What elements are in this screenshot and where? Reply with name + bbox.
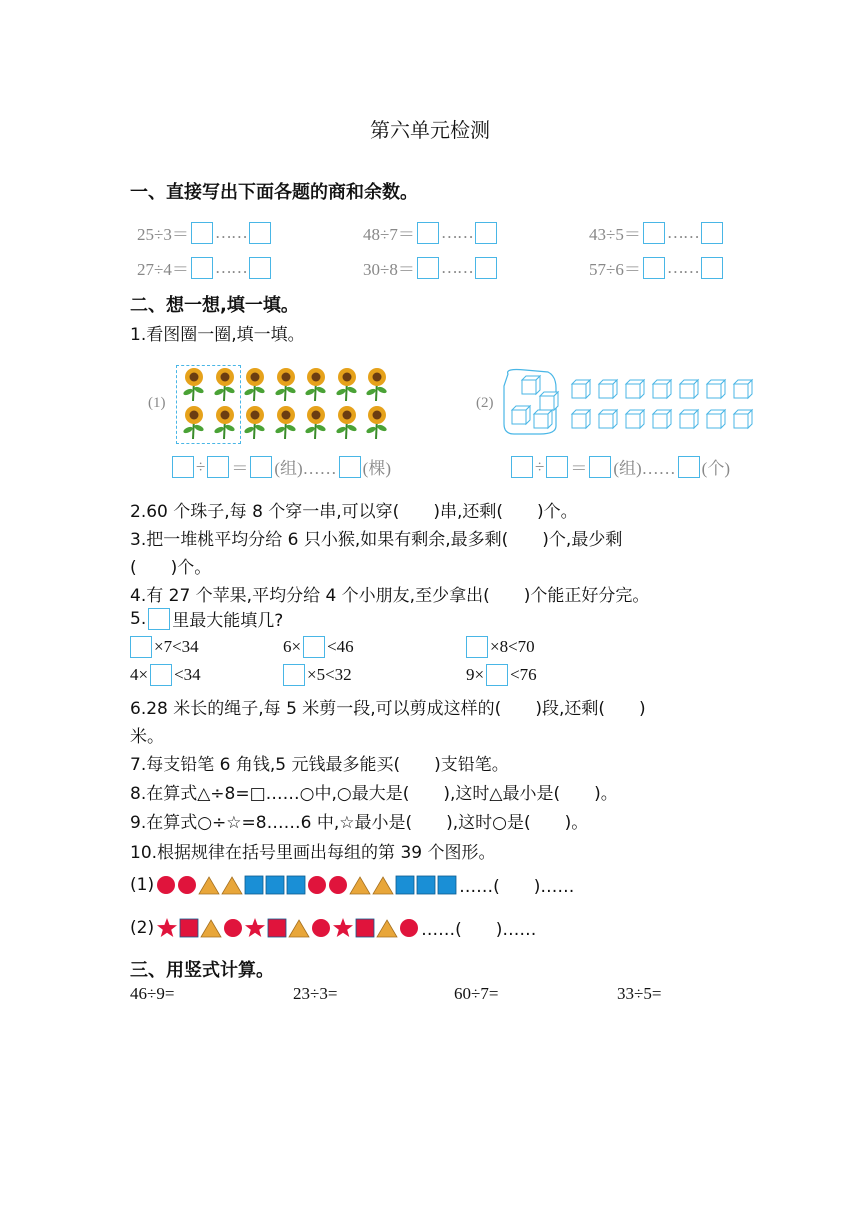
q3-line2: ( )个。 [130, 558, 212, 578]
inequality-item [283, 664, 352, 686]
division-item [137, 255, 271, 280]
cube-icon [599, 380, 617, 398]
unit-piece: (个) [701, 459, 730, 478]
unit-group: (组)…… [613, 459, 676, 478]
answer-box[interactable] [546, 456, 568, 478]
circle-shape [311, 918, 331, 938]
answer-box[interactable] [486, 664, 508, 686]
cube-icon [680, 380, 698, 398]
cube-icon [680, 410, 698, 428]
circle-shape [156, 875, 176, 895]
inequality-item [130, 636, 199, 658]
star-shape [244, 917, 266, 939]
q2: 2.60 个珠子,每 8 个穿一串,可以穿( )串,还剩( )个。 [130, 502, 578, 522]
blank-box-symbol [148, 608, 170, 630]
remainder-box[interactable] [475, 222, 497, 244]
q3-line1: 3.把一堆桃平均分给 6 只小猴,如果有剩余,最多剩( )个,最少剩 [130, 530, 623, 550]
inequality-right: ×8<70 [490, 637, 535, 656]
vertical-calc-item: 23÷3= [293, 984, 338, 1003]
pattern1-label: (1) [130, 874, 155, 895]
triangle-shape [376, 918, 398, 938]
division-item [589, 255, 723, 280]
remainder-box[interactable] [249, 222, 271, 244]
remainder-dots: …… [666, 222, 699, 242]
cube-icon [572, 380, 590, 398]
sunflower-icon [241, 366, 269, 402]
cube-icon [599, 410, 617, 428]
pattern2-answer[interactable]: ……( )…… [421, 920, 537, 940]
triangle-shape [372, 875, 394, 895]
q5-text: 里最大能填几? [172, 611, 284, 631]
cubes-picture [500, 366, 770, 436]
vertical-calc-item: 33÷5= [617, 984, 662, 1003]
division-expression: 30÷8＝ [363, 260, 415, 279]
equal-sign: ＝ [231, 459, 249, 478]
remainder-dots: …… [440, 257, 473, 277]
answer-box[interactable] [303, 636, 325, 658]
quotient-box[interactable] [191, 257, 213, 279]
inequality-item [283, 636, 354, 658]
square-shape [265, 875, 285, 895]
quotient-box[interactable] [417, 257, 439, 279]
cube-icon [734, 380, 752, 398]
inequality-item [130, 664, 201, 686]
cube-icon [572, 410, 590, 428]
sunflower-icon [180, 404, 208, 440]
q1-text: 1.看图圈一圈,填一填。 [130, 325, 305, 345]
square-shape [286, 875, 306, 895]
pattern-row-2 [130, 915, 536, 940]
unit-group: (组)…… [274, 459, 337, 478]
remainder-box[interactable] [701, 257, 723, 279]
answer-box[interactable] [589, 456, 611, 478]
answer-box[interactable] [339, 456, 361, 478]
inequality-right: <34 [174, 665, 201, 684]
pattern-row-1 [130, 872, 574, 897]
triangle-shape [349, 875, 371, 895]
answer-box[interactable] [511, 456, 533, 478]
inequality-item [466, 636, 535, 658]
division-item [589, 220, 723, 245]
pattern1-answer[interactable]: ……( )…… [459, 877, 575, 897]
sunflower-icon [272, 366, 300, 402]
vertical-calc-item: 46÷9= [130, 984, 175, 1003]
star-shape [156, 917, 178, 939]
sunflower-icon [211, 366, 239, 402]
remainder-dots: …… [666, 257, 699, 277]
inequality-right: <46 [327, 637, 354, 656]
triangle-shape [221, 875, 243, 895]
q4: 4.有 27 个苹果,平均分给 4 个小朋友,至少拿出( )个能正好分完。 [130, 586, 650, 606]
section3-heading: 三、用竖式计算。 [130, 960, 274, 981]
answer-box[interactable] [250, 456, 272, 478]
division-expression: 48÷7＝ [363, 225, 415, 244]
square-shape [267, 918, 287, 938]
answer-box[interactable] [678, 456, 700, 478]
div-sign: ÷ [535, 456, 545, 476]
inequality-right: <76 [510, 665, 537, 684]
circle-shape [328, 875, 348, 895]
triangle-shape [288, 918, 310, 938]
q1-eq2 [511, 454, 730, 479]
cube-icon [626, 410, 644, 428]
quotient-box[interactable] [643, 222, 665, 244]
quotient-box[interactable] [417, 222, 439, 244]
answer-box[interactable] [283, 664, 305, 686]
division-item [363, 220, 497, 245]
answer-box[interactable] [466, 636, 488, 658]
sunflower-icon [302, 404, 330, 440]
cube-icon [707, 380, 725, 398]
square-shape [355, 918, 375, 938]
remainder-box[interactable] [475, 257, 497, 279]
cube-icon [540, 392, 558, 410]
cube-icon [653, 410, 671, 428]
inequality-right: ×7<34 [154, 637, 199, 656]
pattern2-label: (2) [130, 917, 155, 938]
cube-icon [534, 410, 552, 428]
inequality-left: 9× [466, 665, 485, 684]
quotient-box[interactable] [191, 222, 213, 244]
remainder-dots: …… [214, 222, 247, 242]
q6-line2: 米。 [130, 727, 164, 747]
q5-heading [130, 606, 283, 631]
remainder-dots: …… [440, 222, 473, 242]
triangle-shape [200, 918, 222, 938]
division-expression: 57÷6＝ [589, 260, 641, 279]
answer-box[interactable] [172, 456, 194, 478]
cube-icon [512, 406, 530, 424]
q1-part1-label: (1) [148, 395, 166, 411]
triangle-shape [198, 875, 220, 895]
sunflower-icon [180, 366, 208, 402]
division-expression: 43÷5＝ [589, 225, 641, 244]
sunflower-icon [302, 366, 330, 402]
circle-shape [177, 875, 197, 895]
sunflower-icon [211, 404, 239, 440]
div-sign: ÷ [196, 456, 206, 476]
sunflower-icon [333, 366, 361, 402]
q10: 10.根据规律在括号里画出每组的第 39 个图形。 [130, 843, 496, 863]
vertical-calc-item: 60÷7= [454, 984, 499, 1003]
cube-icon [653, 380, 671, 398]
section2-heading: 二、想一想,填一填。 [130, 295, 299, 316]
square-shape [244, 875, 264, 895]
square-shape [437, 875, 457, 895]
circle-shape [399, 918, 419, 938]
cube-icon [626, 380, 644, 398]
division-item [137, 220, 271, 245]
answer-box[interactable] [130, 636, 152, 658]
cube-icon [522, 376, 540, 394]
inequality-left: 6× [283, 637, 302, 656]
circle-shape [307, 875, 327, 895]
sunflower-icon [241, 404, 269, 440]
circle-shape [223, 918, 243, 938]
cube-icon [707, 410, 725, 428]
quotient-box[interactable] [643, 257, 665, 279]
cube-icon [734, 410, 752, 428]
division-expression: 27÷4＝ [137, 260, 189, 279]
q7: 7.每支铅笔 6 角钱,5 元钱最多能买( )支铅笔。 [130, 755, 509, 775]
division-item [363, 255, 497, 280]
square-shape [179, 918, 199, 938]
remainder-box[interactable] [249, 257, 271, 279]
sunflower-icon [333, 404, 361, 440]
square-shape [395, 875, 415, 895]
inequality-item [466, 664, 537, 686]
sunflower-icon [272, 404, 300, 440]
inequality-left: 4× [130, 665, 149, 684]
sunflower-icon [363, 404, 391, 440]
square-shape [416, 875, 436, 895]
remainder-box[interactable] [701, 222, 723, 244]
equal-sign: ＝ [570, 459, 588, 478]
q1-part2-label: (2) [476, 395, 494, 411]
star-shape [332, 917, 354, 939]
unit-tree: (棵) [362, 459, 391, 478]
q9: 9.在算式○÷☆=8……6 中,☆最小是( ),这时○是( )。 [130, 813, 589, 833]
remainder-dots: …… [214, 257, 247, 277]
answer-box[interactable] [150, 664, 172, 686]
answer-box[interactable] [207, 456, 229, 478]
inequality-right: ×5<32 [307, 665, 352, 684]
division-expression: 25÷3＝ [137, 225, 189, 244]
q6-line1: 6.28 米长的绳子,每 5 米剪一段,可以剪成这样的( )段,还剩( ) [130, 699, 646, 719]
q5-number: 5. [130, 608, 147, 629]
sunflower-icon [363, 366, 391, 402]
section1-heading: 一、直接写出下面各题的商和余数。 [130, 182, 418, 203]
page-title: 第六单元检测 [370, 118, 490, 142]
q1-eq1 [172, 454, 391, 479]
q8: 8.在算式△÷8=□……○中,○最大是( ),这时△最小是( )。 [130, 784, 618, 804]
